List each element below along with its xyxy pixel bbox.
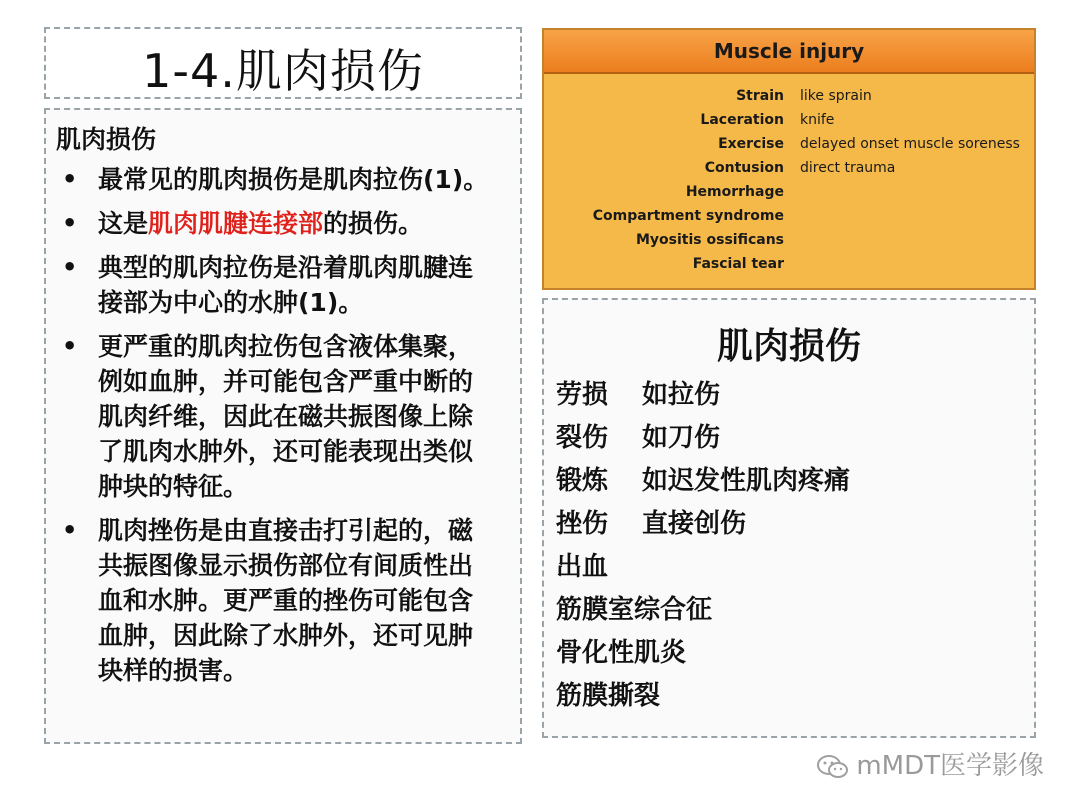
right-term: 劳损 [556,380,609,410]
right-desc: 如刀伤 [642,423,721,453]
right-translation-panel [542,298,1036,738]
table-desc: delayed onset muscle soreness [800,136,1020,152]
left-heading: 肌肉损伤 [56,125,157,154]
bullet-item [54,250,494,320]
left-text-panel [44,108,522,744]
table-row [544,160,1034,184]
table-term: Contusion [704,160,784,176]
right-row [556,546,608,583]
table-term: Exercise [718,136,784,152]
right-row [556,374,720,411]
right-row [556,589,712,626]
right-term: 挫伤 [556,509,609,539]
bullet-list [54,162,494,697]
right-term: 锻炼 [556,466,609,496]
bullet-text: 肌肉挫伤是由直接击打引起的，磁共振图像显示损伤部位有间质性出血和水肿。更严重的挫伤可能包含血肿，因此除了水肿外，还可见肿块样的损害。 [98,516,474,685]
right-desc: 如迟发性肌肉疼痛 [642,466,851,496]
table-row [544,256,1034,280]
table-term: Strain [736,88,784,104]
right-row [556,503,746,540]
table-term: Laceration [700,112,784,128]
right-row [556,675,660,712]
watermark [816,745,1044,782]
table-term: Hemorrhage [685,184,784,200]
watermark-text: mMDT医学影像 [856,751,1044,781]
title-box [44,27,522,99]
table-row [544,184,1034,208]
table-row [544,136,1034,160]
muscle-injury-table [542,28,1036,290]
table-row [544,208,1034,232]
table-desc: knife [800,112,835,128]
right-term: 出血 [556,552,609,582]
bullet-dot: • [62,253,78,281]
right-desc: 如拉伤 [642,380,721,410]
bullet-item [54,162,494,197]
table-term: Fascial tear [692,256,784,272]
right-desc: 直接创伤 [642,509,747,539]
right-row [556,460,850,497]
bullet-dot: • [62,209,78,237]
bullet-dot: • [62,165,78,193]
table-row [544,232,1034,256]
right-row [556,632,686,669]
table-row [544,112,1034,136]
table-title: Muscle injury [544,30,1034,74]
right-term: 筋膜室综合征 [556,595,713,625]
bullet-text: 最常见的肌肉损伤是肌肉拉伤(1)。 [98,165,489,194]
right-term: 筋膜撕裂 [556,681,661,711]
bullet-dot: • [62,516,78,544]
bullet-text-pre: 这是 [98,209,149,238]
table-desc: like sprain [800,88,872,104]
slide-title: 1-4.肌肉损伤 [142,44,424,98]
bullet-dot: • [62,332,78,360]
bullet-item [54,513,494,688]
right-term: 裂伤 [556,423,609,453]
table-row [544,88,1034,112]
table-term: Myositis ossificans [635,232,784,248]
table-term: Compartment syndrome [592,208,784,224]
table-desc: direct trauma [800,160,896,176]
bullet-text-post: 的损伤。 [323,209,424,238]
bullet-highlight: 肌肉肌腱连接部 [148,209,324,238]
bullet-text: 更严重的肌肉拉伤包含液体集聚，例如血肿，并可能包含严重中断的肌肉纤维，因此在磁共振图像上除了肌肉水肿外，还可能表现出类似肿块的特征。 [98,332,474,501]
right-term: 骨化性肌炎 [556,638,687,668]
right-row [556,417,720,454]
right-title: 肌肉损伤 [716,326,861,367]
bullet-item [54,329,494,504]
wechat-icon [816,754,850,780]
bullet-text: 典型的肌肉拉伤是沿着肌肉肌腱连接部为中心的水肿(1)。 [98,253,474,317]
bullet-item [54,206,494,241]
